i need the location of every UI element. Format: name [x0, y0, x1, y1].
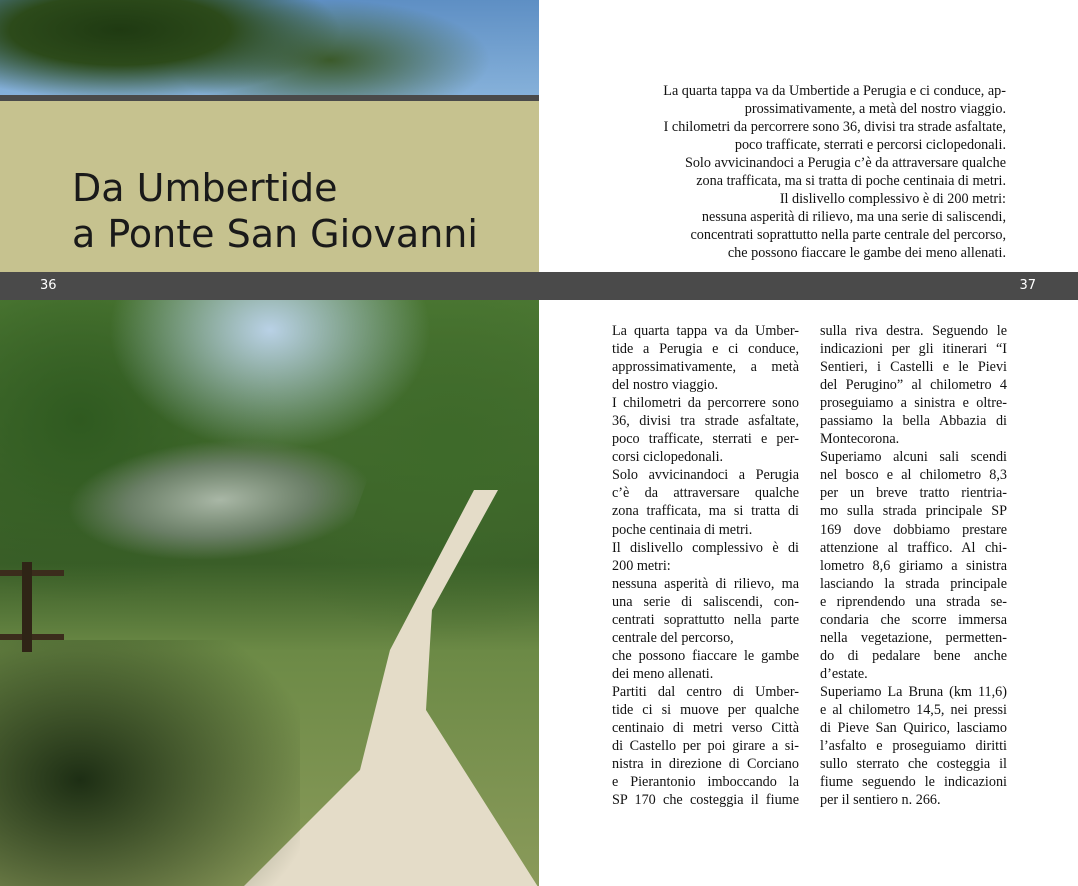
- body-line: per il sentiero n. 266.: [820, 792, 941, 809]
- body-line: lometro 8,6 giriamo a sinistra: [820, 557, 1007, 574]
- body-line: di Pieve San Quirico, lasciamo: [820, 720, 1007, 737]
- river-path-photo: [0, 300, 539, 886]
- body-line: nel bosco e al chilometro 8,3: [820, 467, 1007, 484]
- body-line: una serie di saliscendi, con-: [612, 593, 799, 610]
- intro-line: che possono fiaccare le gambe dei meno allenati.: [727, 245, 1006, 261]
- page-number-right: 37: [1019, 278, 1036, 293]
- chapter-title: [72, 165, 478, 257]
- body-line: centrati soprattutto nella parte: [612, 611, 799, 628]
- body-line: mo sulla strada principale SP: [820, 503, 1007, 520]
- body-line: poco trafficate, sterrati e per-: [612, 431, 799, 448]
- body-line: corsi ciclopedonali.: [612, 449, 724, 466]
- body-line: dei meno allenati.: [612, 665, 714, 682]
- body-line: do di pedalare bene anche: [820, 647, 1007, 664]
- body-line: attenzione al traffico. Al chi-: [820, 539, 1007, 556]
- river-water: [38, 440, 382, 560]
- body-line: tide ci si muove per qualche: [612, 701, 799, 718]
- body-line: di Castello per poi girare a si-: [612, 738, 799, 755]
- body-line: sullo sterrato che costeggia il: [820, 756, 1007, 773]
- body-column-left: [612, 322, 799, 809]
- body-line: per un breve tratto rientria-: [820, 485, 1007, 502]
- body-line: condaria che scorre immersa: [820, 611, 1007, 628]
- fence-post: [22, 562, 32, 652]
- intro-line: poco trafficate, sterrati e percorsi ciclopedonali.: [734, 137, 1006, 153]
- body-line: lasciando la strada principale: [820, 575, 1007, 592]
- body-line: Montecorona.: [820, 431, 900, 448]
- body-line: nessuna asperità di rilievo, ma: [612, 575, 799, 592]
- body-line: Superiamo alcuni sali scendi: [820, 449, 1007, 466]
- intro-line: La quarta tappa va da Umbertide a Perugia e ci conduce, ap-: [663, 83, 1006, 99]
- chapter-title-line-1: Da Umbertide: [72, 166, 338, 210]
- body-line: 200 metri:: [612, 557, 671, 574]
- body-column-right: [820, 322, 1007, 809]
- body-line: approssimativamente, a metà: [612, 359, 799, 376]
- body-line: l’asfalto e proseguiamo diritti: [820, 738, 1007, 755]
- body-line: Partiti dal centro di Umber-: [612, 683, 799, 700]
- body-line: 36, divisi tra strade asfaltate,: [612, 413, 799, 430]
- body-line: Sentieri, i Castelli e le Pievi: [820, 359, 1007, 376]
- tree-shadow: [0, 640, 300, 886]
- intro-line: prossimativamente, a metà del nostro viaggio.: [744, 101, 1006, 117]
- body-line: d’estate.: [820, 665, 868, 682]
- intro-paragraph: [560, 82, 1006, 262]
- body-line: zona trafficata, ma si tratta di: [612, 503, 799, 520]
- body-line: indicazioni per gli itinerari “I: [820, 341, 1007, 358]
- body-line: Solo avvicinandoci a Perugia: [612, 467, 799, 484]
- body-line: del nostro viaggio.: [612, 377, 718, 394]
- body-line: tide a Perugia e ci conduce,: [612, 341, 799, 358]
- body-line: poche centinaia di metri.: [612, 521, 753, 538]
- page-number-left: 36: [40, 278, 57, 293]
- page-number-band: [0, 272, 1078, 300]
- body-line: passiamo la bella Abbazia di: [820, 413, 1007, 430]
- body-line: centrale del percorso,: [612, 629, 734, 646]
- body-line: e riprendendo una strada se-: [820, 593, 1007, 610]
- body-line: e al chilometro 14,5, nei pressi: [820, 701, 1007, 718]
- body-line: c’è da attraversare qualche: [612, 485, 799, 502]
- body-line: I chilometri da percorrere sono: [612, 395, 799, 412]
- body-line: fiume seguendo le indicazioni: [820, 774, 1007, 791]
- intro-line: Il dislivello complessivo è di 200 metri:: [779, 191, 1006, 207]
- title-block: [0, 101, 539, 272]
- body-line: nella vegetazione, permetten-: [820, 629, 1007, 646]
- intro-line: I chilometri da percorrere sono 36, divisi tra strade asfaltate,: [663, 119, 1006, 135]
- body-line: e Pierantonio imboccando la: [612, 774, 799, 791]
- tree-sky-photo: [0, 0, 539, 96]
- wooden-fence: [0, 570, 64, 640]
- body-line: Il dislivello complessivo è di: [612, 539, 799, 556]
- body-line: sulla riva destra. Seguendo le: [820, 323, 1007, 339]
- body-line: SP 170 che costeggia il fiume: [612, 792, 799, 809]
- intro-line: zona trafficata, ma si tratta di poche centinaia di metri.: [696, 173, 1006, 189]
- body-line: centinaio di metri verso Città: [612, 720, 799, 737]
- intro-line: Solo avvicinandoci a Perugia c’è da attraversare qualche: [684, 155, 1006, 171]
- body-line: La quarta tappa va da Umber-: [612, 323, 799, 339]
- body-line: proseguiamo a sinistra e oltre-: [820, 395, 1007, 412]
- body-line: che possono fiaccare le gambe: [612, 647, 799, 664]
- body-line: Superiamo La Bruna (km 11,6): [820, 683, 1007, 700]
- intro-line: concentrati soprattutto nella parte centrale del percorso,: [690, 227, 1006, 243]
- body-line: 169 dove dobbiamo prestare: [820, 521, 1007, 538]
- body-line: del Perugino” al chilometro 4: [820, 377, 1007, 394]
- chapter-title-line-2: a Ponte San Giovanni: [72, 212, 478, 256]
- intro-line: nessuna asperità di rilievo, ma una serie di saliscendi,: [701, 209, 1006, 225]
- body-line: nistra in direzione di Corciano: [612, 756, 799, 773]
